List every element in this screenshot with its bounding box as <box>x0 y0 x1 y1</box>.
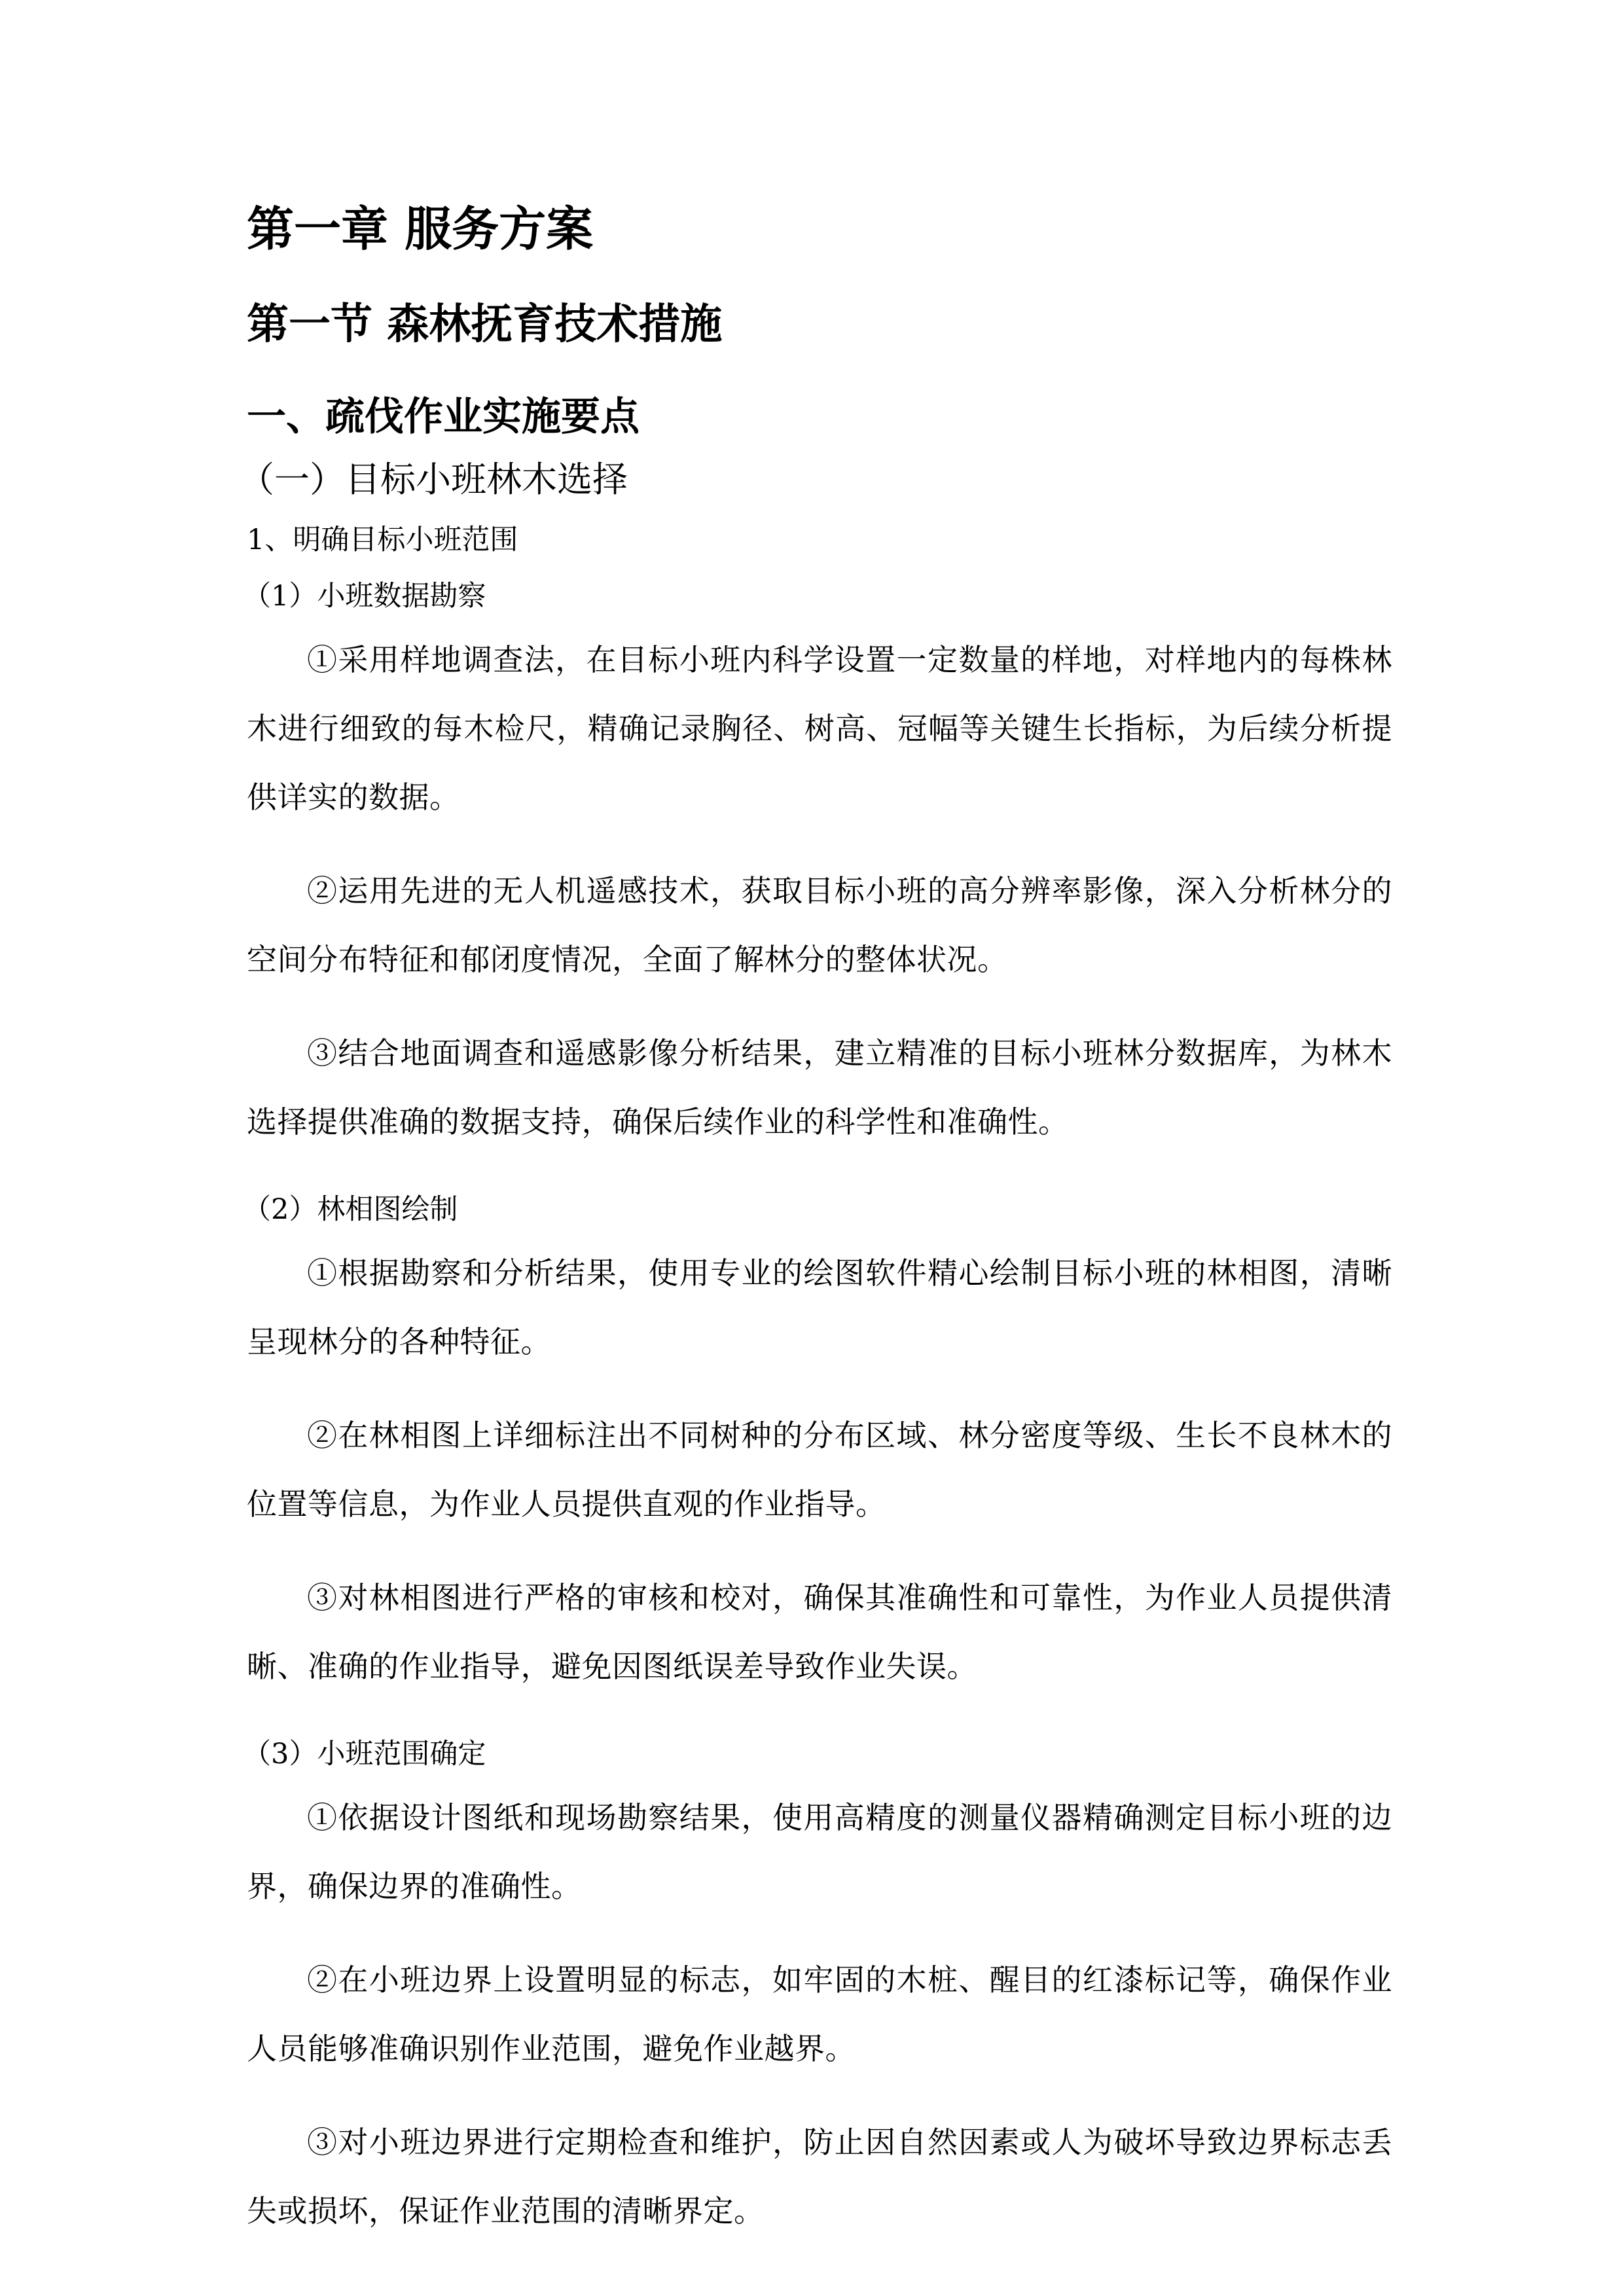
paragraph: ①依据设计图纸和现场勘察结果，使用高精度的测量仪器精确测定目标小班的边界，确保边界的准确性。 <box>247 1800 1392 1904</box>
part-title: 一、疏伐作业实施要点 <box>247 394 640 440</box>
subsection-heading: （3）小班范围确定 <box>243 1738 486 1770</box>
paragraph: ①根据勘察和分析结果，使用专业的绘图软件精心绘制目标小班的林相图，清晰呈现林分的各种特征。 <box>247 1255 1392 1359</box>
paragraph: ③结合地面调查和遥感影像分析结果，建立精准的目标小班林分数据库，为林木选择提供准确的数据支持，确保后续作业的科学性和准确性。 <box>247 1035 1392 1139</box>
paragraph: ②在小班边界上设置明显的标志，如牢固的木桩、醒目的红漆标记等，确保作业人员能够准确识别作业范围，避免作业越界。 <box>247 1962 1392 2066</box>
document-body <box>239 196 1392 2270</box>
chapter-title: 第一章 服务方案 <box>247 202 594 257</box>
subsection-heading: （1）小班数据勘察 <box>243 580 486 613</box>
subsection-heading: （2）林相图绘制 <box>243 1193 458 1226</box>
subsection-boundary <box>243 1726 1392 2246</box>
paragraph: ③对林相图进行严格的审核和校对，确保其准确性和可靠性，为作业人员提供清晰、准确的作业指导，避免因图纸误差导致作业失误。 <box>247 1580 1392 1684</box>
paragraph: ②在林相图上详细标注出不同树种的分布区域、林分密度等级、生长不良林木的位置等信息，为作业人员提供直观的作业指导。 <box>247 1418 1392 1522</box>
paragraph: ①采用样地调查法，在目标小班内科学设置一定数量的样地，对样地内的每株林木进行细致的每木检尺，精确记录胸径、树高、冠幅等关键生长指标，为后续分析提供详实的数据。 <box>247 642 1392 815</box>
subsection-data-survey <box>243 568 1392 1157</box>
subpart-title: （一）目标小班林木选择 <box>239 459 628 500</box>
subsection-stand-map <box>243 1181 1392 1701</box>
paragraph: ②运用先进的无人机遥感技术，获取目标小班的高分辨率影像，深入分析林分的空间分布特征和郁闭度情况，全面了解林分的整体状况。 <box>247 873 1392 977</box>
item-title: 1、明确目标小班范围 <box>247 524 518 556</box>
section-title: 第一节 森林抚育技术措施 <box>247 300 723 349</box>
paragraph: ③对小班边界进行定期检查和维护，防止因自然因素或人为破坏导致边界标志丢失或损坏，保证作业范围的清晰界定。 <box>247 2125 1392 2229</box>
